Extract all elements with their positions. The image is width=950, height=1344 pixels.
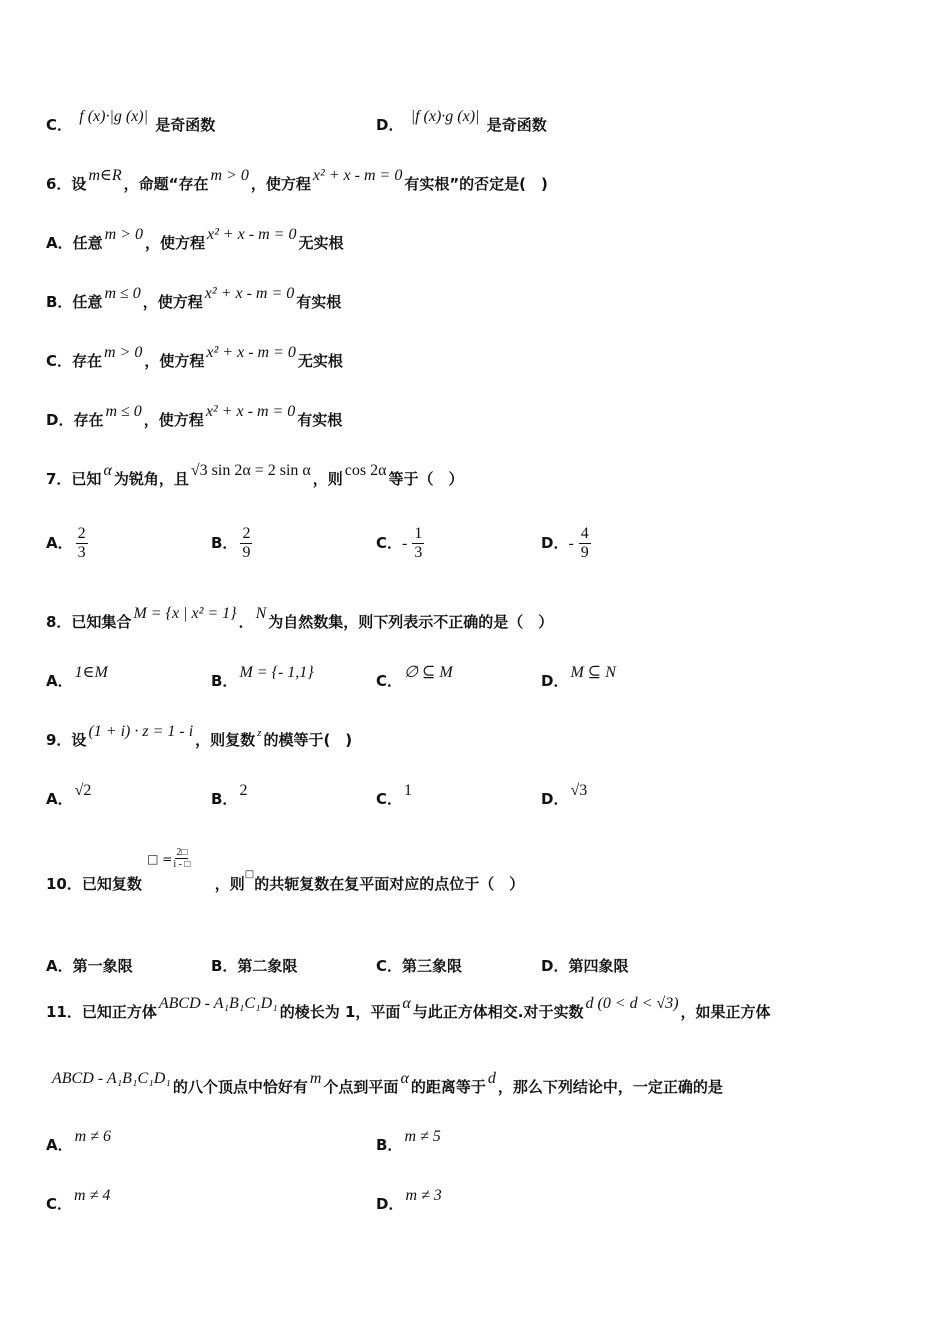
- q10-option-d: D．第四象限: [541, 957, 629, 975]
- q8-option-c: C． ∅ ⊆ M: [376, 664, 453, 690]
- fraction: $\frac{4}{9}$: [580, 525, 589, 561]
- q5-option-c-math: f (x)·|g (x)|: [79, 108, 149, 125]
- q5-option-c: C． f (x)·|g (x)| 是奇函数: [46, 108, 216, 134]
- q10-option-a: A．第一象限: [46, 957, 133, 975]
- q6-option-b: B．任意 m ≤ 0 ，使方程 x² + x - m = 0 有实根: [46, 285, 342, 311]
- q11-option-a: A． m ≠ 6: [46, 1128, 111, 1154]
- q7-option-c: C．- $\frac{1}{3}$: [376, 525, 423, 561]
- q11-option-c: C． m ≠ 4: [46, 1187, 111, 1213]
- q8-option-d: D． M ⊆ N: [541, 664, 616, 690]
- q5-option-d-math: |f (x)·g (x)|: [410, 108, 480, 125]
- fraction: $\frac{2}{3}$: [77, 525, 86, 561]
- q9-option-a: A． √2: [46, 782, 92, 808]
- q9-option-c: C． 1: [376, 782, 413, 808]
- q7-stem: 7．已知 α 为锐角，且 √3 sin 2α = 2 sin α ，则 cos 2α 等于（ ）: [46, 462, 464, 488]
- fraction: $\frac{1}{3}$: [414, 525, 423, 561]
- q11-option-b: B． m ≠ 5: [376, 1128, 441, 1154]
- q10-option-b: B．第二象限: [211, 957, 298, 975]
- q5-option-d: D． |f (x)·g (x)| 是奇函数: [376, 108, 547, 134]
- q8-stem: 8．已知集合 M = {x | x² = 1} ． N 为自然数集，则下列表示不正确的是（ ）: [46, 605, 554, 631]
- q7-option-a: A． $\frac{2}{3}$: [46, 525, 86, 561]
- q6-option-c: C．存在 m > 0 ，使方程 x² + x - m = 0 无实根: [46, 344, 343, 370]
- q11-stem-line1: 11．已知正方体 ABCD - A₁B₁C₁D₁ 的棱长为 1，平面 α 与此正方体相交.对于实数 d (0 < d < √3) ，如果正方体: [46, 995, 771, 1021]
- q6-option-d: D．存在 m ≤ 0 ，使方程 x² + x - m = 0 有实根: [46, 403, 343, 429]
- q6-stem: 6．设 m∈R ，命题“存在 m > 0 ，使方程 x² + x - m = 0 有实根”的否定是( ): [46, 167, 548, 193]
- q9-option-b: B． 2: [211, 782, 248, 808]
- q10-option-c: C．第三象限: [376, 957, 463, 975]
- q8-option-a: A． 1∈M: [46, 664, 108, 690]
- q11-stem-line2: ABCD - A₁B₁C₁D₁ 的八个顶点中恰好有 m 个点到平面 α 的距离等于 d ，那么下列结论中，一定正确的是: [52, 1070, 723, 1096]
- fraction: $\frac{2□}{i - □}$: [173, 847, 191, 870]
- q6-option-a: A．任意 m > 0 ，使方程 x² + x - m = 0 无实根: [46, 226, 344, 252]
- q11-option-d: D． m ≠ 3: [376, 1187, 442, 1213]
- fraction: $\frac{2}{9}$: [242, 525, 251, 561]
- q7-option-d: D．- $\frac{4}{9}$: [541, 525, 589, 561]
- q9-stem: 9．设 (1 + i) · z = 1 - i ，则复数 $^z$ 的模等于( ): [46, 723, 353, 749]
- q10-stem: 10．已知复数 □ = $\frac{2□}{i - □}$ ，则□的共轭复数在复平面对应的点位于（ ）: [46, 847, 525, 893]
- q9-option-d: D． √3: [541, 782, 588, 808]
- q7-option-b: B． $\frac{2}{9}$: [211, 525, 251, 561]
- q8-option-b: B． M = {- 1,1}: [211, 664, 314, 690]
